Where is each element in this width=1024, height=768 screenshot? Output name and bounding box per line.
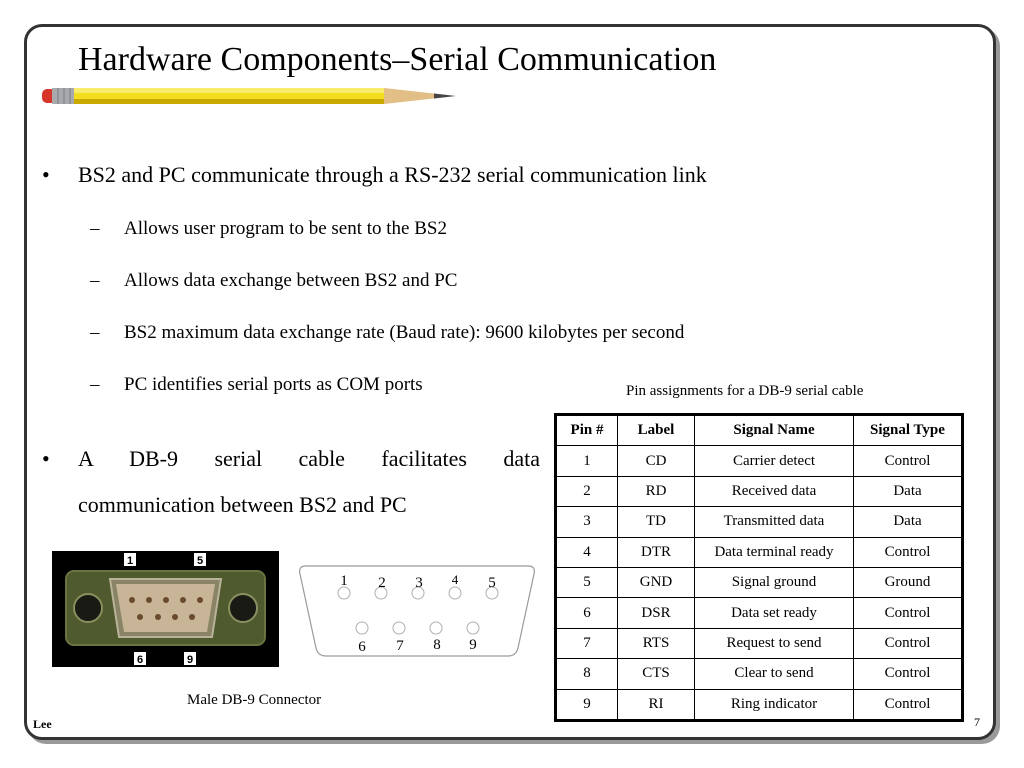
bullet-2-line-2: communication between BS2 and PC [78, 492, 407, 517]
table-cell: Carrier detect [695, 446, 854, 476]
table-cell: 4 [556, 537, 618, 567]
table-cell: 7 [556, 628, 618, 658]
sketch-pin-label: 8 [433, 637, 441, 653]
photo-pin-label: 1 [126, 555, 134, 567]
bullet-2 [42, 436, 540, 528]
table-cell: DSR [618, 598, 695, 628]
table-cell: 3 [556, 507, 618, 537]
table-cell: Control [854, 628, 963, 658]
sketch-pin-label: 2 [378, 575, 386, 591]
table-row [556, 476, 963, 506]
table-cell: Ring indicator [695, 689, 854, 720]
table-cell: Received data [695, 476, 854, 506]
bullet-1-text: BS2 and PC communicate through a RS-232 serial communication link [78, 162, 707, 187]
table-cell: Control [854, 446, 963, 476]
table-cell: Data terminal ready [695, 537, 854, 567]
table-cell: 2 [556, 476, 618, 506]
dash-mark: – [90, 270, 100, 291]
table-cell: RTS [618, 628, 695, 658]
footer-author: Lee [33, 717, 52, 731]
table-cell: DTR [618, 537, 695, 567]
table-cell: CTS [618, 659, 695, 689]
sub-bullet-2: – Allows data exchange between BS2 and PC [90, 270, 458, 291]
column-header: Signal Name [695, 415, 854, 446]
sub-bullet-4: – PC identifies serial ports as COM ports [90, 374, 423, 395]
table-cell: TD [618, 507, 695, 537]
table-row [556, 507, 963, 537]
sketch-pin-label: 6 [358, 639, 366, 655]
table-cell: Clear to send [695, 659, 854, 689]
dash-mark: – [90, 218, 100, 239]
sketch-pin-label: 3 [415, 575, 423, 591]
table-cell: Request to send [695, 628, 854, 658]
table-row [556, 628, 963, 658]
photo-pin-label: 9 [186, 654, 194, 666]
table-cell: 5 [556, 567, 618, 597]
page-number: 7 [974, 715, 980, 729]
column-header: Signal Type [854, 415, 963, 446]
photo-pin-label: 6 [136, 654, 144, 666]
table-cell: RI [618, 689, 695, 720]
table-cell: 9 [556, 689, 618, 720]
table-row [556, 446, 963, 476]
pin-assignment-table [554, 413, 964, 722]
db9-connector-photo [52, 551, 279, 667]
table-cell: Ground [854, 567, 963, 597]
photo-pin-label: 5 [196, 555, 204, 567]
table-caption: Pin assignments for a DB-9 serial cable [626, 383, 864, 399]
bullet-mark: • [42, 162, 50, 187]
figure-caption: Male DB-9 Connector [187, 692, 322, 708]
bullet-2-line-1: A DB-9 serial cable facilitates data [78, 446, 540, 471]
table-cell: CD [618, 446, 695, 476]
table-row [556, 598, 963, 628]
table-cell: 1 [556, 446, 618, 476]
table-cell: RD [618, 476, 695, 506]
table-row [556, 537, 963, 567]
table-header-row [556, 415, 963, 446]
slide-title: Hardware Components–Serial Communication [78, 41, 717, 78]
table-cell: Control [854, 659, 963, 689]
pencil-icon [42, 84, 462, 108]
table-row [556, 567, 963, 597]
table-cell: 8 [556, 659, 618, 689]
dash-mark: – [90, 322, 100, 343]
bullet-mark: • [42, 446, 50, 471]
db9-pinout-sketch [296, 562, 538, 660]
column-header: Label [618, 415, 695, 446]
sketch-pin-label: 1 [340, 573, 348, 589]
table-row [556, 689, 963, 720]
table-cell: Transmitted data [695, 507, 854, 537]
table-cell: Control [854, 537, 963, 567]
table-cell: GND [618, 567, 695, 597]
sub-bullet-3: – BS2 maximum data exchange rate (Baud rate): 9600 kilobytes per second [90, 322, 685, 343]
sketch-pin-label: 5 [488, 575, 496, 591]
table-row [556, 659, 963, 689]
table-cell: Control [854, 689, 963, 720]
table-cell: Signal ground [695, 567, 854, 597]
sketch-pin-label: 9 [469, 637, 477, 653]
sketch-pin-label: 7 [396, 638, 404, 654]
column-header: Pin # [556, 415, 618, 446]
dash-mark: – [90, 374, 100, 395]
table-cell: Control [854, 598, 963, 628]
bullet-1 [42, 162, 707, 188]
table-cell: Data set ready [695, 598, 854, 628]
table-cell: Data [854, 507, 963, 537]
table-cell: Data [854, 476, 963, 506]
table-cell: 6 [556, 598, 618, 628]
sub-bullet-1: – Allows user program to be sent to the BS2 [90, 218, 447, 239]
sketch-pin-label: 4 [451, 572, 459, 587]
